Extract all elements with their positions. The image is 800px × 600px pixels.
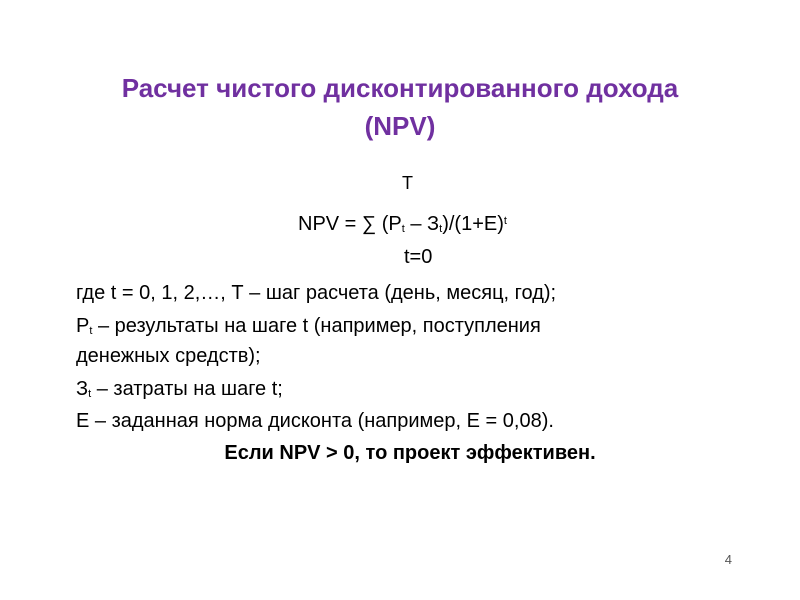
formula-mid: – З xyxy=(404,213,440,235)
formula-p-subscript: t xyxy=(401,223,405,235)
conclusion-text: Если NPV > 0, то проект эффективен. xyxy=(224,442,596,464)
definition-z xyxy=(76,376,283,402)
definition-z-subscript: t xyxy=(88,388,92,400)
formula-exponent: t xyxy=(503,215,507,227)
formula-z-subscript: t xyxy=(439,223,443,235)
npv-formula xyxy=(298,211,507,237)
slide-title-abbreviation: (NPV) xyxy=(364,111,436,141)
definition-p-symbol: Р xyxy=(76,315,90,337)
page-number: 4 xyxy=(724,552,732,567)
formula-rhs: )/(1+Е) xyxy=(442,213,504,235)
definition-p-continued: денежных средств); xyxy=(76,345,261,367)
definition-t: где t = 0, 1, 2,…, Т – шаг расчета (день, месяц, год); xyxy=(76,282,557,304)
sum-lower-limit: t=0 xyxy=(404,246,433,268)
definition-e: Е – заданная норма дисконта (например, Е = 0,08). xyxy=(76,410,554,432)
formula-lhs: NPV = ∑ (Р xyxy=(298,213,402,235)
definition-p-text: – результаты на шаге t (например, поступления xyxy=(92,315,541,337)
definition-z-symbol: З xyxy=(76,378,89,400)
definition-z-text: – затраты на шаге t; xyxy=(91,378,283,400)
definition-p xyxy=(76,313,541,339)
sum-upper-limit: Т xyxy=(402,173,413,193)
definition-p-subscript: t xyxy=(89,325,93,337)
slide-title: Расчет чистого дисконтированного дохода xyxy=(121,73,679,103)
